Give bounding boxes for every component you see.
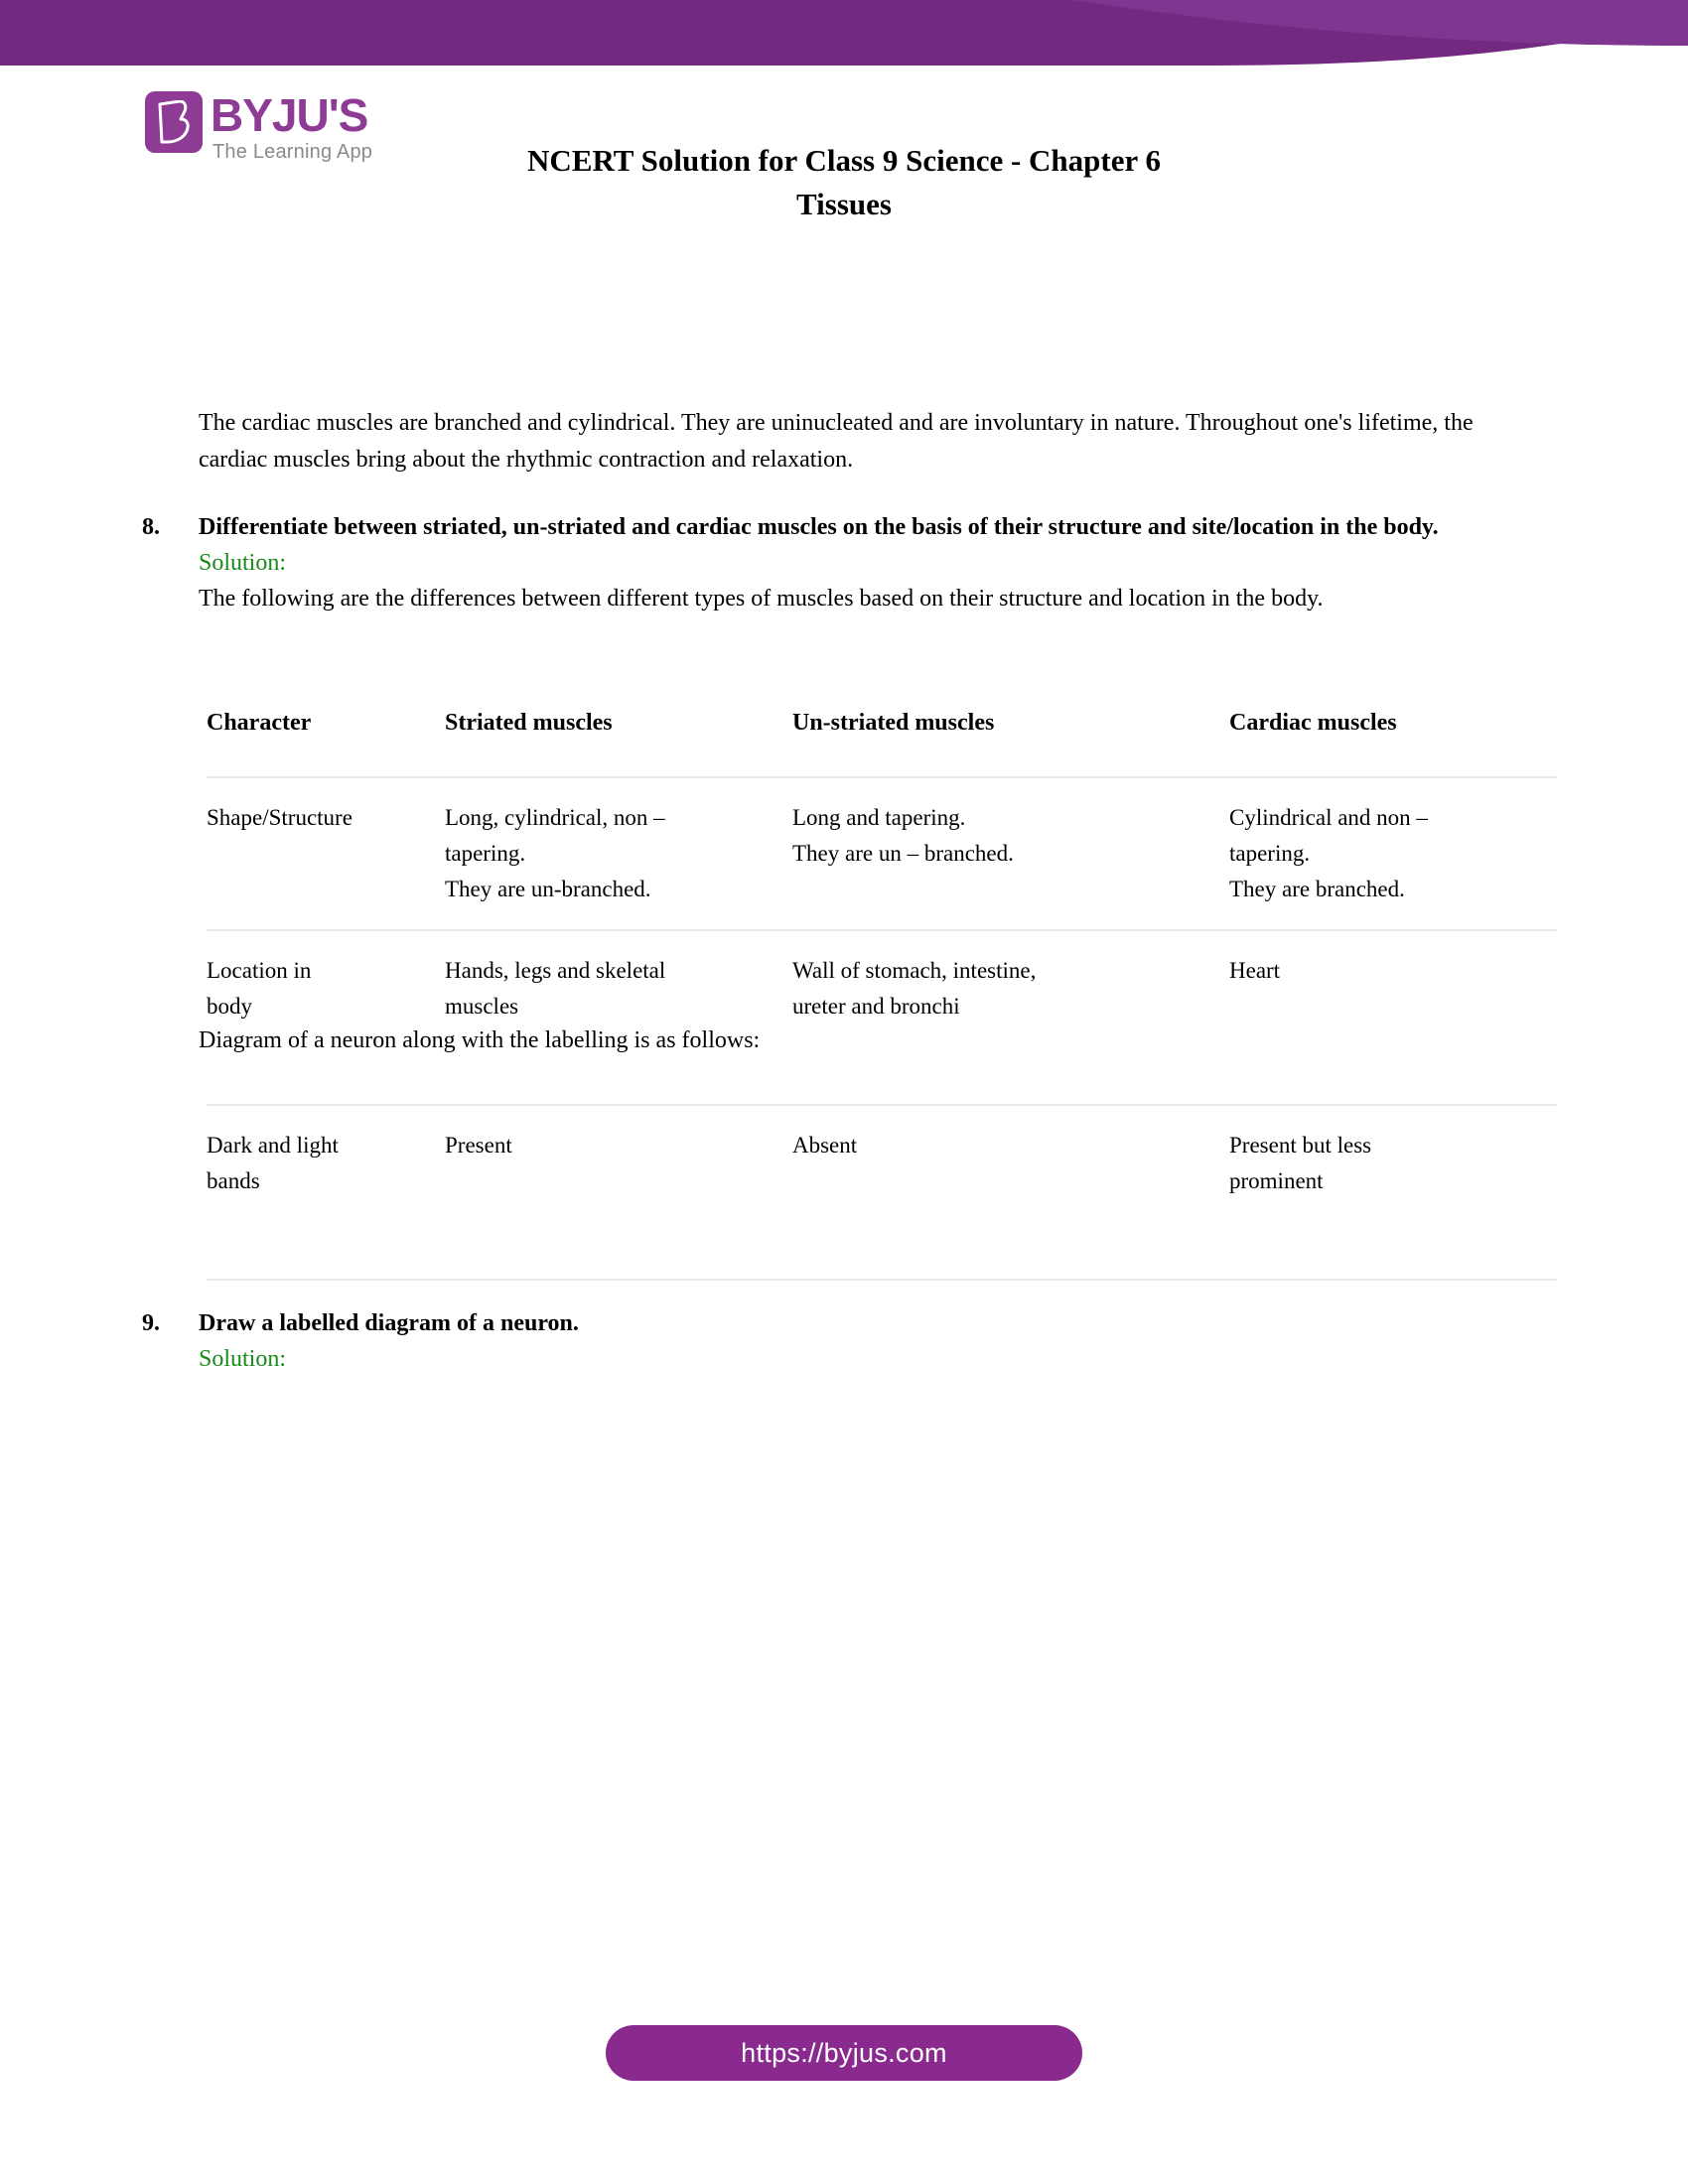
cell-striated xyxy=(445,1105,792,1280)
table-header-cardiac: Cardiac muscles xyxy=(1229,710,1397,736)
cell-cardiac xyxy=(1229,777,1557,930)
cell-cardiac xyxy=(1229,930,1557,1105)
table-row xyxy=(207,930,1557,1105)
cell-line: Long, cylindrical, non – xyxy=(445,805,665,830)
muscle-comparison-table xyxy=(207,695,1557,1281)
byjus-wordmark: BYJU'S xyxy=(211,89,368,141)
cell-line: ureter and bronchi xyxy=(792,994,960,1019)
table-row xyxy=(207,1105,1557,1280)
cell-line: Present xyxy=(445,1133,512,1158)
cell-striated xyxy=(445,930,792,1105)
page-title-line-2: Tissues xyxy=(796,187,892,221)
cell-line: Heart xyxy=(1229,958,1281,983)
cell-line: Long and tapering. xyxy=(792,805,966,830)
cell-character xyxy=(207,930,445,1105)
cell-line: Hands, legs and skeletal xyxy=(445,958,666,983)
cell-unstriated xyxy=(792,777,1229,930)
cell-line: tapering. xyxy=(445,841,526,866)
top-banner xyxy=(0,0,1688,89)
question-8-solution-label: Solution: xyxy=(199,550,287,576)
byjus-url-label: https://byjus.com xyxy=(741,2037,947,2068)
question-9-text: Draw a labelled diagram of a neuron. xyxy=(199,1310,579,1336)
table-header-unstriated: Un-striated muscles xyxy=(792,710,995,736)
cell-line: They are branched. xyxy=(1229,877,1405,901)
table-row xyxy=(207,777,1557,930)
cell-line: Cylindrical and non – xyxy=(1229,805,1428,830)
question-9-block xyxy=(142,1305,1492,1377)
cell-line: Present but less xyxy=(1229,1133,1372,1158)
table-header-character: Character xyxy=(207,710,312,736)
cell-line: They are un-branched. xyxy=(445,877,651,901)
question-8-block xyxy=(142,509,1492,616)
byjus-url-button[interactable] xyxy=(606,2025,1082,2081)
cell-unstriated xyxy=(792,1105,1229,1280)
cell-striated xyxy=(445,777,792,930)
cell-line: Dark and light xyxy=(207,1133,339,1158)
table-header-striated: Striated muscles xyxy=(445,710,613,736)
cell-line: Absent xyxy=(792,1133,858,1158)
cell-line: body xyxy=(207,994,252,1019)
question-8-solution-text: The following are the differences between different types of muscles based on their structure and location in the body. xyxy=(199,586,1324,612)
cell-line: muscles xyxy=(445,994,519,1019)
cell-line: tapering. xyxy=(1229,841,1311,866)
question-8-number: 8. xyxy=(142,514,160,540)
question-9-solution-text: Diagram of a neuron along with the labelling is as follows: xyxy=(199,1027,761,1053)
page-title-line-1: NCERT Solution for Class 9 Science - Chapter 6 xyxy=(527,143,1161,178)
cell-line: Shape/Structure xyxy=(207,805,352,830)
page-title xyxy=(328,139,1360,226)
cell-line: They are un – branched. xyxy=(792,841,1014,866)
intro-paragraph: The cardiac muscles are branched and cylindrical. They are uninucleated and are involuntary in nature. Throughout one's lifetime, the cardiac muscles bring about the rhythmic contraction and relaxation. xyxy=(199,410,1474,473)
question-8-text: Differentiate between striated, un-striated and cardiac muscles on the basis of their structure and site/location in the body. xyxy=(199,514,1439,540)
question-9-number: 9. xyxy=(142,1310,160,1336)
question-9-solution-label: Solution: xyxy=(199,1346,287,1372)
cell-line: bands xyxy=(207,1168,260,1193)
table-header-row xyxy=(207,695,1557,777)
cell-character xyxy=(207,1105,445,1280)
cell-cardiac xyxy=(1229,1105,1557,1280)
cell-line: Location in xyxy=(207,958,312,983)
byjus-tagline: The Learning App xyxy=(212,141,373,163)
cell-unstriated xyxy=(792,930,1229,1105)
cell-line: Wall of stomach, intestine, xyxy=(792,958,1037,983)
cell-character xyxy=(207,777,445,930)
byjus-b-mark-icon xyxy=(145,91,203,153)
cell-line: prominent xyxy=(1229,1168,1324,1193)
